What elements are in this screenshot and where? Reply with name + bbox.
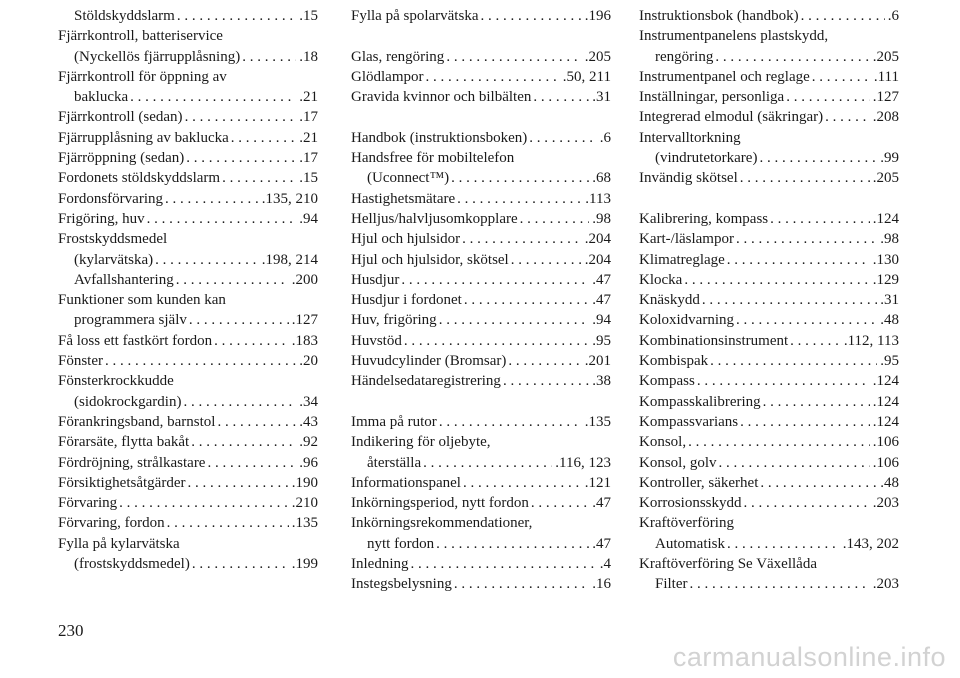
dot-leader	[511, 250, 582, 270]
dot-leader	[242, 47, 296, 67]
index-heading: Handsfree för mobiltelefon	[351, 150, 515, 167]
index-entry	[639, 574, 899, 594]
index-entry	[58, 209, 318, 229]
entry-page-ref: .98	[880, 231, 899, 248]
dot-leader	[439, 310, 590, 330]
entry-label: programmera själv	[74, 312, 187, 329]
entry-label: Glödlampor	[351, 68, 424, 85]
entry-page-ref: .135	[291, 515, 318, 532]
entry-label: Fjärrupplåsning av baklucka	[58, 129, 229, 146]
dot-leader	[426, 67, 560, 87]
entry-page-ref: .199	[291, 556, 318, 573]
dot-leader	[231, 128, 296, 148]
entry-page-ref: .31	[592, 89, 611, 106]
entry-label: Koloxidvarning	[639, 312, 734, 329]
index-entry	[639, 87, 899, 107]
index-entry	[639, 432, 899, 452]
entry-page-ref: .43	[299, 413, 318, 430]
index-heading: Funktioner som kunden kan	[58, 292, 226, 309]
dot-leader	[207, 453, 296, 473]
index-entry	[351, 209, 611, 229]
dot-leader	[736, 229, 877, 249]
entry-label: Konsol, golv	[639, 454, 717, 471]
dot-leader	[192, 554, 289, 574]
dot-leader	[736, 310, 877, 330]
entry-page-ref: .121	[584, 474, 611, 491]
entry-label: Klocka	[639, 271, 683, 288]
entry-page-ref: .210	[291, 495, 318, 512]
dot-leader	[411, 554, 597, 574]
dot-leader	[457, 189, 582, 209]
entry-page-ref: .200	[291, 271, 318, 288]
entry-label: Fordonets stöldskyddslarm	[58, 170, 221, 187]
index-entry	[58, 554, 318, 574]
dot-leader	[688, 432, 870, 452]
entry-page-ref: .130	[872, 251, 899, 268]
index-entry	[58, 107, 318, 127]
dot-leader	[710, 351, 877, 371]
dot-leader	[690, 574, 870, 594]
index-entry	[58, 148, 318, 168]
dot-leader	[786, 87, 870, 107]
index-entry	[351, 47, 611, 67]
entry-label: Korrosionsskydd	[639, 495, 742, 512]
index-entry	[351, 473, 611, 493]
entry-label: Imma på rutor	[351, 413, 437, 430]
entry-page-ref: .16	[592, 576, 611, 593]
entry-page-ref: .21	[299, 89, 318, 106]
index-entry	[351, 331, 611, 351]
entry-page-ref: .190	[291, 474, 318, 491]
index-entry	[639, 47, 899, 67]
dot-leader	[423, 453, 552, 473]
entry-page-ref: .124	[872, 210, 899, 227]
index-entry	[639, 67, 899, 87]
entry-label: Frigöring, huv	[58, 210, 145, 227]
entry-page-ref: .47	[592, 535, 611, 552]
entry-page-ref: .106	[872, 434, 899, 451]
dot-leader	[446, 47, 581, 67]
entry-label: Avfallshantering	[74, 271, 174, 288]
entry-page-ref: .17	[299, 109, 318, 126]
entry-label: Hjul och hjulsidor	[351, 231, 461, 248]
entry-label: Fordonsförvaring	[58, 190, 163, 207]
entry-page-ref: .203	[872, 576, 899, 593]
entry-page-ref: .48	[880, 312, 899, 329]
dot-leader	[176, 270, 289, 290]
index-heading: Fylla på kylarvätska	[58, 535, 180, 552]
entry-label: Få loss ett fastkört fordon	[58, 332, 213, 349]
entry-label: nytt fordon	[367, 535, 435, 552]
entry-page-ref: .20	[299, 353, 318, 370]
entry-label: Fönster	[58, 353, 103, 370]
dot-leader	[147, 209, 297, 229]
entry-label: Hjul och hjulsidor, skötsel	[351, 251, 509, 268]
entry-page-ref: .47	[592, 292, 611, 309]
entry-page-ref: .135, 210	[261, 190, 318, 207]
entry-page-ref: .47	[592, 271, 611, 288]
dot-leader	[508, 351, 581, 371]
entry-page-ref: .205	[872, 170, 899, 187]
entry-page-ref: .6	[599, 129, 611, 146]
entry-label: Hastighetsmätare	[351, 190, 456, 207]
dot-leader	[480, 6, 581, 26]
index-entry	[351, 67, 611, 87]
index-entry	[639, 493, 899, 513]
index-entry	[58, 493, 318, 513]
section-gap	[351, 107, 611, 127]
page-number: 230	[58, 621, 84, 640]
dot-leader	[177, 6, 296, 26]
index-entry	[58, 270, 318, 290]
index-entry	[58, 331, 318, 351]
dot-leader	[684, 270, 869, 290]
entry-page-ref: .68	[592, 170, 611, 187]
entry-label: Integrerad elmodul (säkringar)	[639, 109, 824, 126]
entry-page-ref: .111	[873, 68, 899, 85]
index-entry	[351, 574, 611, 594]
watermark-text: carmanualsonline.info	[672, 642, 946, 672]
section-gap	[351, 392, 611, 412]
dot-leader	[697, 371, 870, 391]
index-entry	[58, 412, 318, 432]
entry-label: Husdjur i fordonet	[351, 292, 462, 309]
entry-page-ref: .4	[599, 556, 611, 573]
entry-label: (vindrutetorkare)	[655, 150, 758, 167]
entry-label: Fjärrkontroll (sedan)	[58, 109, 183, 126]
index-entry	[351, 168, 611, 188]
entry-page-ref: .31	[880, 292, 899, 309]
dot-leader	[760, 473, 877, 493]
index-entry	[58, 6, 318, 26]
dot-leader	[464, 290, 589, 310]
entry-page-ref: .96	[299, 454, 318, 471]
index-entry	[639, 371, 899, 391]
entry-page-ref: .204	[584, 231, 611, 248]
entry-page-ref: .124	[872, 373, 899, 390]
entry-label: Förvaring, fordon	[58, 515, 165, 532]
entry-page-ref: .94	[299, 210, 318, 227]
entry-label: Automatisk	[655, 535, 725, 552]
index-entry	[639, 229, 899, 249]
dot-leader	[155, 250, 259, 270]
dot-leader	[222, 168, 296, 188]
entry-page-ref: .99	[880, 150, 899, 167]
dot-leader	[189, 310, 289, 330]
index-entry	[58, 168, 318, 188]
entry-label: Kompass	[639, 373, 695, 390]
dot-leader	[187, 473, 288, 493]
entry-page-ref: .6	[887, 8, 899, 24]
entry-page-ref: .15	[299, 8, 318, 24]
index-entry	[639, 453, 899, 473]
entry-label: Klimatreglage	[639, 251, 725, 268]
entry-page-ref: .116, 123	[555, 454, 611, 471]
dot-leader	[463, 473, 582, 493]
entry-page-ref: .98	[592, 210, 611, 227]
entry-page-ref: .204	[584, 251, 611, 268]
index-entry	[58, 432, 318, 452]
dot-leader	[165, 189, 259, 209]
index-heading: Fjärrkontroll för öppning av	[58, 68, 227, 85]
dot-leader	[529, 128, 597, 148]
index-entry	[351, 87, 611, 107]
index-heading: Intervalltorkning	[639, 129, 741, 146]
entry-page-ref: .205	[872, 48, 899, 65]
entry-label: Glas, rengöring	[351, 48, 445, 65]
entry-label: Förankringsband, barnstol	[58, 413, 216, 430]
index-entry	[639, 250, 899, 270]
entry-label: Förvaring	[58, 495, 118, 512]
index-entry	[639, 6, 899, 26]
entry-label: Kombispak	[639, 353, 709, 370]
entry-label: Inkörningsperiod, nytt fordon	[351, 495, 529, 512]
entry-page-ref: .127	[291, 312, 318, 329]
entry-label: återställa	[367, 454, 422, 471]
entry-page-ref: .127	[872, 89, 899, 106]
dot-leader	[119, 493, 289, 513]
entry-label: Handbok (instruktionsboken)	[351, 129, 528, 146]
index-entry	[351, 189, 611, 209]
entry-page-ref: .135	[584, 413, 611, 430]
index-heading: Instrumentpanelens plastskydd,	[639, 28, 829, 45]
index-column-2	[351, 6, 611, 595]
entry-label: Huv, frigöring	[351, 312, 437, 329]
index-entry	[58, 513, 318, 533]
entry-label: Kart-/läslampor	[639, 231, 734, 248]
dot-leader	[740, 168, 870, 188]
index-heading: Inkörningsrekommendationer,	[351, 515, 533, 532]
entry-page-ref: .129	[872, 271, 899, 288]
entry-page-ref: .113	[585, 190, 611, 207]
index-entry	[58, 87, 318, 107]
index-entry	[351, 250, 611, 270]
entry-label: Inledning	[351, 556, 409, 573]
dot-leader	[770, 209, 870, 229]
entry-label: (sidokrockgardin)	[74, 393, 182, 410]
entry-label: baklucka	[74, 89, 129, 106]
index-entry	[351, 351, 611, 371]
entry-page-ref: .92	[299, 434, 318, 451]
entry-page-ref: .124	[872, 393, 899, 410]
dot-leader	[191, 432, 296, 452]
index-entry	[639, 412, 899, 432]
entry-label: Huvstöd	[351, 332, 402, 349]
index-entry	[639, 534, 899, 554]
index-entry	[639, 168, 899, 188]
dot-leader	[759, 148, 877, 168]
entry-label: Händelsedataregistrering	[351, 373, 501, 390]
entry-label: rengöring	[655, 48, 714, 65]
entry-label: Inställningar, personliga	[639, 89, 785, 106]
entry-page-ref: .208	[872, 109, 899, 126]
entry-page-ref: .196	[584, 8, 611, 24]
dot-leader	[744, 493, 870, 513]
entry-label: Huvudcylinder (Bromsar)	[351, 353, 507, 370]
dot-leader	[217, 412, 296, 432]
index-heading: Kraftöverföring Se Växellåda	[639, 556, 817, 573]
index-heading: Fönsterkrockkudde	[58, 373, 174, 390]
entry-page-ref: .106	[872, 454, 899, 471]
entry-page-ref: .95	[880, 353, 899, 370]
entry-page-ref: .50, 211	[562, 68, 611, 85]
index-entry	[351, 453, 611, 473]
dot-leader	[167, 513, 289, 533]
dot-leader	[740, 412, 870, 432]
dot-leader	[105, 351, 296, 371]
index-heading: Fjärrkontroll, batteriservice	[58, 28, 223, 45]
index-entry	[639, 209, 899, 229]
entry-page-ref: .203	[872, 495, 899, 512]
index-entry	[58, 392, 318, 412]
index-entry	[639, 290, 899, 310]
index-entry	[58, 453, 318, 473]
entry-page-ref: .205	[584, 48, 611, 65]
index-entry	[351, 6, 611, 26]
entry-page-ref: .38	[592, 373, 611, 390]
entry-label: Förarsäte, flytta bakåt	[58, 434, 190, 451]
index-heading: Kraftöverföring	[639, 515, 734, 532]
entry-label: (kylarvätska)	[74, 251, 154, 268]
entry-page-ref: .48	[880, 474, 899, 491]
index-entry	[351, 229, 611, 249]
entry-page-ref: .112, 113	[843, 332, 899, 349]
index-entry	[639, 107, 899, 127]
entry-label: Informationspanel	[351, 474, 461, 491]
dot-leader	[130, 87, 296, 107]
dot-leader	[825, 107, 870, 127]
entry-page-ref: .124	[872, 413, 899, 430]
entry-label: Helljus/halvljusomkopplare	[351, 210, 518, 227]
index-entry	[58, 351, 318, 371]
index-entry	[351, 270, 611, 290]
dot-leader	[454, 574, 589, 594]
index-entry	[639, 270, 899, 290]
dot-leader	[719, 453, 870, 473]
dot-leader	[185, 107, 297, 127]
index-entry	[639, 351, 899, 371]
entry-label: Försiktighetsåtgärder	[58, 474, 186, 491]
index-column-1	[58, 6, 318, 574]
index-entry	[58, 250, 318, 270]
dot-leader	[214, 331, 289, 351]
index-entry	[58, 47, 318, 67]
index-entry	[351, 290, 611, 310]
entry-label: Invändig skötsel	[639, 170, 738, 187]
index-entry	[351, 310, 611, 330]
dot-leader	[183, 392, 296, 412]
entry-page-ref: .95	[592, 332, 611, 349]
entry-label: Kontroller, säkerhet	[639, 474, 759, 491]
entry-label: Kompassvarians	[639, 413, 739, 430]
index-heading: Frostskyddsmedel	[58, 231, 168, 248]
dot-leader	[702, 290, 877, 310]
dot-leader	[401, 270, 589, 290]
entry-page-ref: .94	[592, 312, 611, 329]
entry-page-ref: .183	[291, 332, 318, 349]
entry-page-ref: .17	[299, 150, 318, 167]
index-heading: Indikering för oljebyte,	[351, 434, 491, 451]
entry-page-ref: .198, 214	[261, 251, 318, 268]
dot-leader	[462, 229, 582, 249]
entry-page-ref: .21	[299, 129, 318, 146]
entry-label: Stöldskyddslarm	[74, 8, 175, 24]
entry-label: Kompasskalibrering	[639, 393, 761, 410]
dot-leader	[801, 6, 885, 26]
entry-label: Konsol,	[639, 434, 687, 451]
index-entry	[639, 473, 899, 493]
entry-label: Husdjur	[351, 271, 400, 288]
entry-label: Instegsbelysning	[351, 576, 452, 593]
index-entry	[351, 128, 611, 148]
dot-leader	[404, 331, 589, 351]
index-entry	[639, 331, 899, 351]
dot-leader	[439, 412, 582, 432]
entry-label: Fördröjning, strålkastare	[58, 454, 206, 471]
section-gap	[351, 26, 611, 46]
dot-leader	[790, 331, 841, 351]
entry-label: Kalibrering, kompass	[639, 210, 769, 227]
entry-label: Gravida kvinnor och bilbälten	[351, 89, 532, 106]
entry-label: (Uconnect™)	[367, 170, 450, 187]
dot-leader	[533, 87, 589, 107]
index-entry	[639, 392, 899, 412]
entry-label: Filter	[655, 576, 688, 593]
entry-label: Instrumentpanel och reglage	[639, 68, 810, 85]
entry-page-ref: .34	[299, 393, 318, 410]
entry-label: Fjärröppning (sedan)	[58, 150, 185, 167]
dot-leader	[451, 168, 589, 188]
index-entry	[639, 148, 899, 168]
section-gap	[639, 189, 899, 209]
index-entry	[58, 189, 318, 209]
index-entry	[351, 371, 611, 391]
dot-leader	[531, 493, 589, 513]
dot-leader	[520, 209, 590, 229]
entry-label: Knäskydd	[639, 292, 700, 309]
index-entry	[58, 473, 318, 493]
dot-leader	[727, 534, 840, 554]
entry-page-ref: .18	[299, 48, 318, 65]
entry-page-ref: .201	[584, 353, 611, 370]
index-entry	[351, 412, 611, 432]
entry-page-ref: .15	[299, 170, 318, 187]
dot-leader	[727, 250, 870, 270]
entry-page-ref: .143, 202	[842, 535, 899, 552]
dot-leader	[503, 371, 589, 391]
dot-leader	[436, 534, 589, 554]
dot-leader	[763, 392, 870, 412]
entry-label: Instruktionsbok (handbok)	[639, 8, 799, 24]
dot-leader	[715, 47, 869, 67]
index-entry	[351, 534, 611, 554]
entry-label: (Nyckellös fjärrupplåsning)	[74, 48, 241, 65]
index-column-3	[639, 6, 899, 595]
entry-label: Fylla på spolarvätska	[351, 8, 479, 24]
index-entry	[351, 493, 611, 513]
index-entry	[58, 310, 318, 330]
index-entry	[58, 128, 318, 148]
dot-leader	[812, 67, 871, 87]
dot-leader	[186, 148, 296, 168]
index-entry	[639, 310, 899, 330]
entry-label: (frostskyddsmedel)	[74, 556, 190, 573]
index-entry	[351, 554, 611, 574]
entry-label: Kombinationsinstrument	[639, 332, 789, 349]
entry-page-ref: .47	[592, 495, 611, 512]
